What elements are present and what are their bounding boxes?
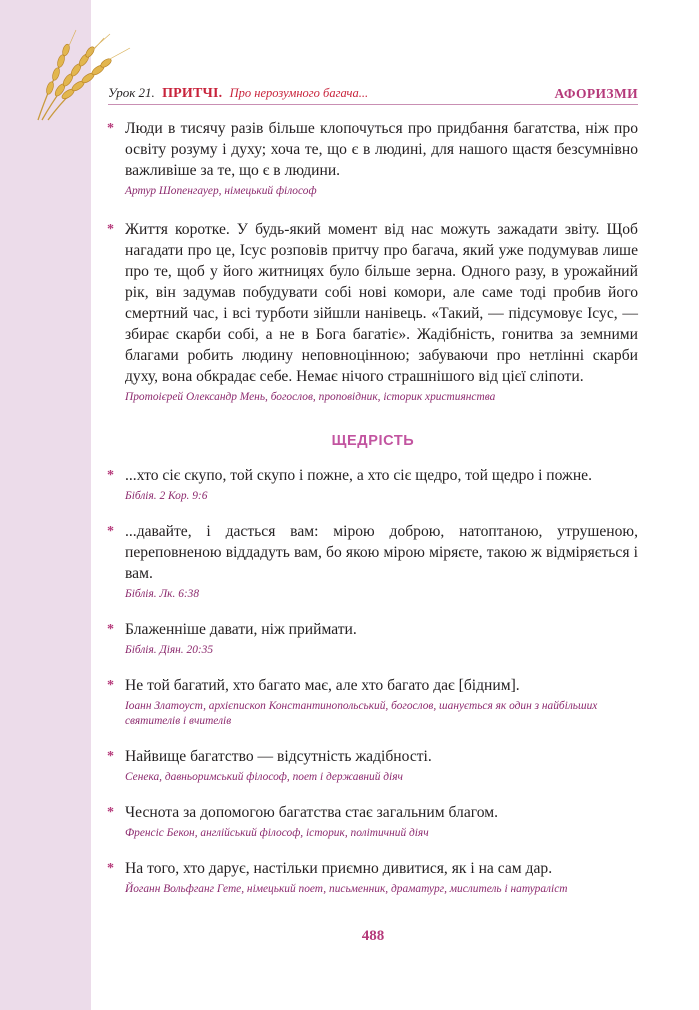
quote-text: Чеснота за допомогою багатства стає загальним благом. bbox=[125, 804, 499, 821]
quote-item bbox=[108, 746, 638, 785]
bullet-asterisk: * bbox=[107, 678, 114, 693]
quote-author: Біблія. Лк. 6:38 bbox=[125, 588, 200, 600]
quote-text: Люди в тисячу разів більше клопочуться про придбання багатства, ніж про освіту розуму і духу; хоча те, що є в людині, для нашого щастя безсумнівно важливіше за те, що є в людини. bbox=[125, 120, 638, 179]
quote-author: Артур Шопенгауер, німецький філософ bbox=[125, 185, 317, 197]
lesson-subtitle: Про нерозумного багача... bbox=[229, 86, 369, 100]
section-label: АФОРИЗМИ bbox=[554, 86, 638, 101]
bullet-asterisk: * bbox=[107, 861, 114, 876]
wheat-ears-icon bbox=[30, 28, 150, 123]
quote-item bbox=[108, 619, 638, 658]
quote-item bbox=[108, 219, 638, 405]
section-heading: ЩЕДРІСТЬ bbox=[331, 433, 415, 449]
bullet-asterisk: * bbox=[107, 468, 114, 483]
quote-author: Протоієрей Олександр Мень, богослов, проповідник, історик християнства bbox=[125, 391, 496, 403]
lesson-number: Урок 21. bbox=[108, 85, 155, 100]
page-header bbox=[108, 78, 638, 102]
quote-item bbox=[108, 858, 638, 897]
side-strip bbox=[0, 0, 91, 1010]
bullet-asterisk: * bbox=[107, 121, 114, 136]
header-divider bbox=[108, 104, 638, 105]
quote-text: Блаженніше давати, ніж приймати. bbox=[125, 621, 357, 638]
bullet-asterisk: * bbox=[107, 222, 114, 237]
quote-text: ...хто сіє скупо, той скупо і пожне, а хто сіє щедро, той щедро і пожне. bbox=[125, 467, 592, 484]
quote-text: На того, хто дарує, настільки приємно дивитися, як і на сам дар. bbox=[125, 860, 553, 877]
quote-item bbox=[108, 802, 638, 841]
quote-author: Біблія. Діян. 20:35 bbox=[125, 644, 214, 656]
lesson-title: ПРИТЧІ. bbox=[162, 86, 223, 101]
bullet-asterisk: * bbox=[107, 749, 114, 764]
quote-author: Йоганн Вольфганг Гете, німецький поет, письменник, драматург, мислитель і натураліст bbox=[125, 883, 568, 895]
bullet-asterisk: * bbox=[107, 524, 114, 539]
page-number: 488 bbox=[361, 928, 385, 944]
quote-text: Не той багатий, хто багато має, але хто багато дає [бідним]. bbox=[125, 677, 520, 694]
quote-author: Іоанн Златоуст, архієпископ Константинопольський, богослов, шанується як один з найбільших святителів і вчителів bbox=[125, 700, 598, 727]
quote-text: ...давайте, і дасться вам: мірою доброю, натоптаною, утрушеною, переповненою віддадуть вам, бо якою мірою міряєте, такою ж відміряється і вам. bbox=[125, 523, 638, 582]
quote-author: Сенека, давньоримський філософ, поет і державний діяч bbox=[125, 771, 403, 783]
header-lesson-info bbox=[108, 85, 368, 102]
quote-author: Біблія. 2 Кор. 9:6 bbox=[125, 490, 208, 502]
quote-text: Найвище багатство — відсутність жадібності. bbox=[125, 748, 432, 765]
quote-item bbox=[108, 521, 638, 602]
quote-text: Життя коротке. У будь-який момент від нас можуть зажадати звіту. Щоб нагадати про це, Ісус розповів притчу про багача, який уже подумував лише про те, щоб у його житницях було більше зерна. Одного разу, в урожайний рік, він задумав побудувати собі нові комори, але саме тоді пробив його смертний час, і всі турботи зійшли нанівець. «Такий, — підсумовує Ісус, — збирає скарби собі, а не в Бога багатіє». Жадібність, гонитва за земними благами робить людину неповноцінною; забуваючи про нетлінні скарби духу, вона обкрадає себе. Немає нічого страшнішого від цієї сліпоти. bbox=[125, 221, 638, 385]
page-content bbox=[108, 118, 638, 897]
quote-item bbox=[108, 118, 638, 199]
bullet-asterisk: * bbox=[107, 805, 114, 820]
quote-item bbox=[108, 675, 638, 729]
quote-author: Френсіс Бекон, англійський філософ, історик, політичний діяч bbox=[125, 827, 429, 839]
bullet-asterisk: * bbox=[107, 622, 114, 637]
quote-item bbox=[108, 465, 638, 504]
